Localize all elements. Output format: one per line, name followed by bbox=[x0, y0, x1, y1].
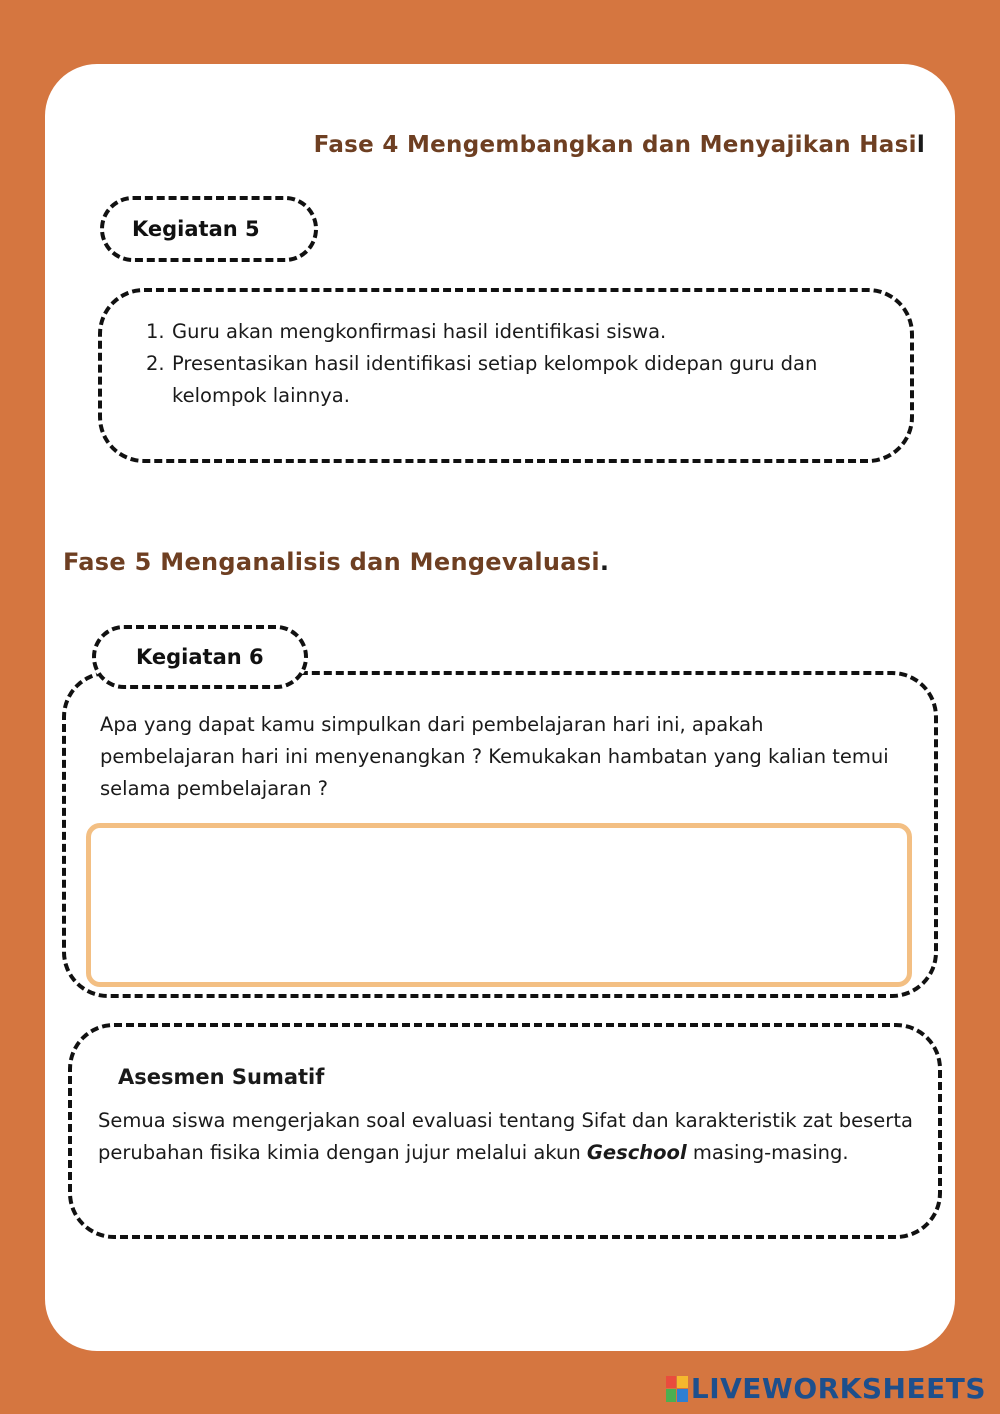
step-item: Presentasikan hasil identifikasi setiap kelompok didepan guru dan kelompok lainnya. bbox=[172, 352, 818, 407]
brand-name: LIVEWORKSHEETS bbox=[690, 1372, 986, 1405]
kegiatan-6-label-text: Kegiatan 6 bbox=[136, 645, 264, 669]
reflection-answer-field[interactable] bbox=[86, 823, 912, 987]
asesmen-title: Asesmen Sumatif bbox=[118, 1065, 325, 1089]
liveworksheets-brand bbox=[666, 1372, 986, 1405]
kegiatan-5-steps bbox=[172, 316, 892, 412]
kegiatan-5-box bbox=[98, 288, 914, 463]
phase-5-title: Fase 5 Menganalisis dan Mengevaluasi. bbox=[63, 548, 610, 576]
asesmen-text: Semua siswa mengerjakan soal evaluasi tentang Sifat dan karakteristik zat beserta perubahan fisika kimia dengan jujur melalui akun Geschool masing-masing. bbox=[98, 1109, 913, 1164]
kegiatan-6-box bbox=[62, 671, 938, 998]
step-item: Guru akan mengkonfirmasi hasil identifikasi siswa. bbox=[172, 320, 667, 343]
phase-4-title: Fase 4 Mengembangkan dan Menyajikan Hasil bbox=[313, 132, 925, 158]
kegiatan-5-label-text: Kegiatan 5 bbox=[132, 217, 260, 241]
kegiatan-6-question: Apa yang dapat kamu simpulkan dari pembelajaran hari ini, apakah pembelajaran hari ini menyenangkan ? Kemukakan hambatan yang kalian temui selama pembelajaran ? bbox=[100, 713, 889, 800]
kegiatan-6-label bbox=[92, 625, 308, 689]
liveworksheets-logo-icon bbox=[666, 1376, 688, 1402]
geschool-emphasis: Geschool bbox=[586, 1141, 687, 1164]
kegiatan-5-label bbox=[100, 196, 318, 262]
asesmen-sumatif-box bbox=[68, 1023, 942, 1239]
